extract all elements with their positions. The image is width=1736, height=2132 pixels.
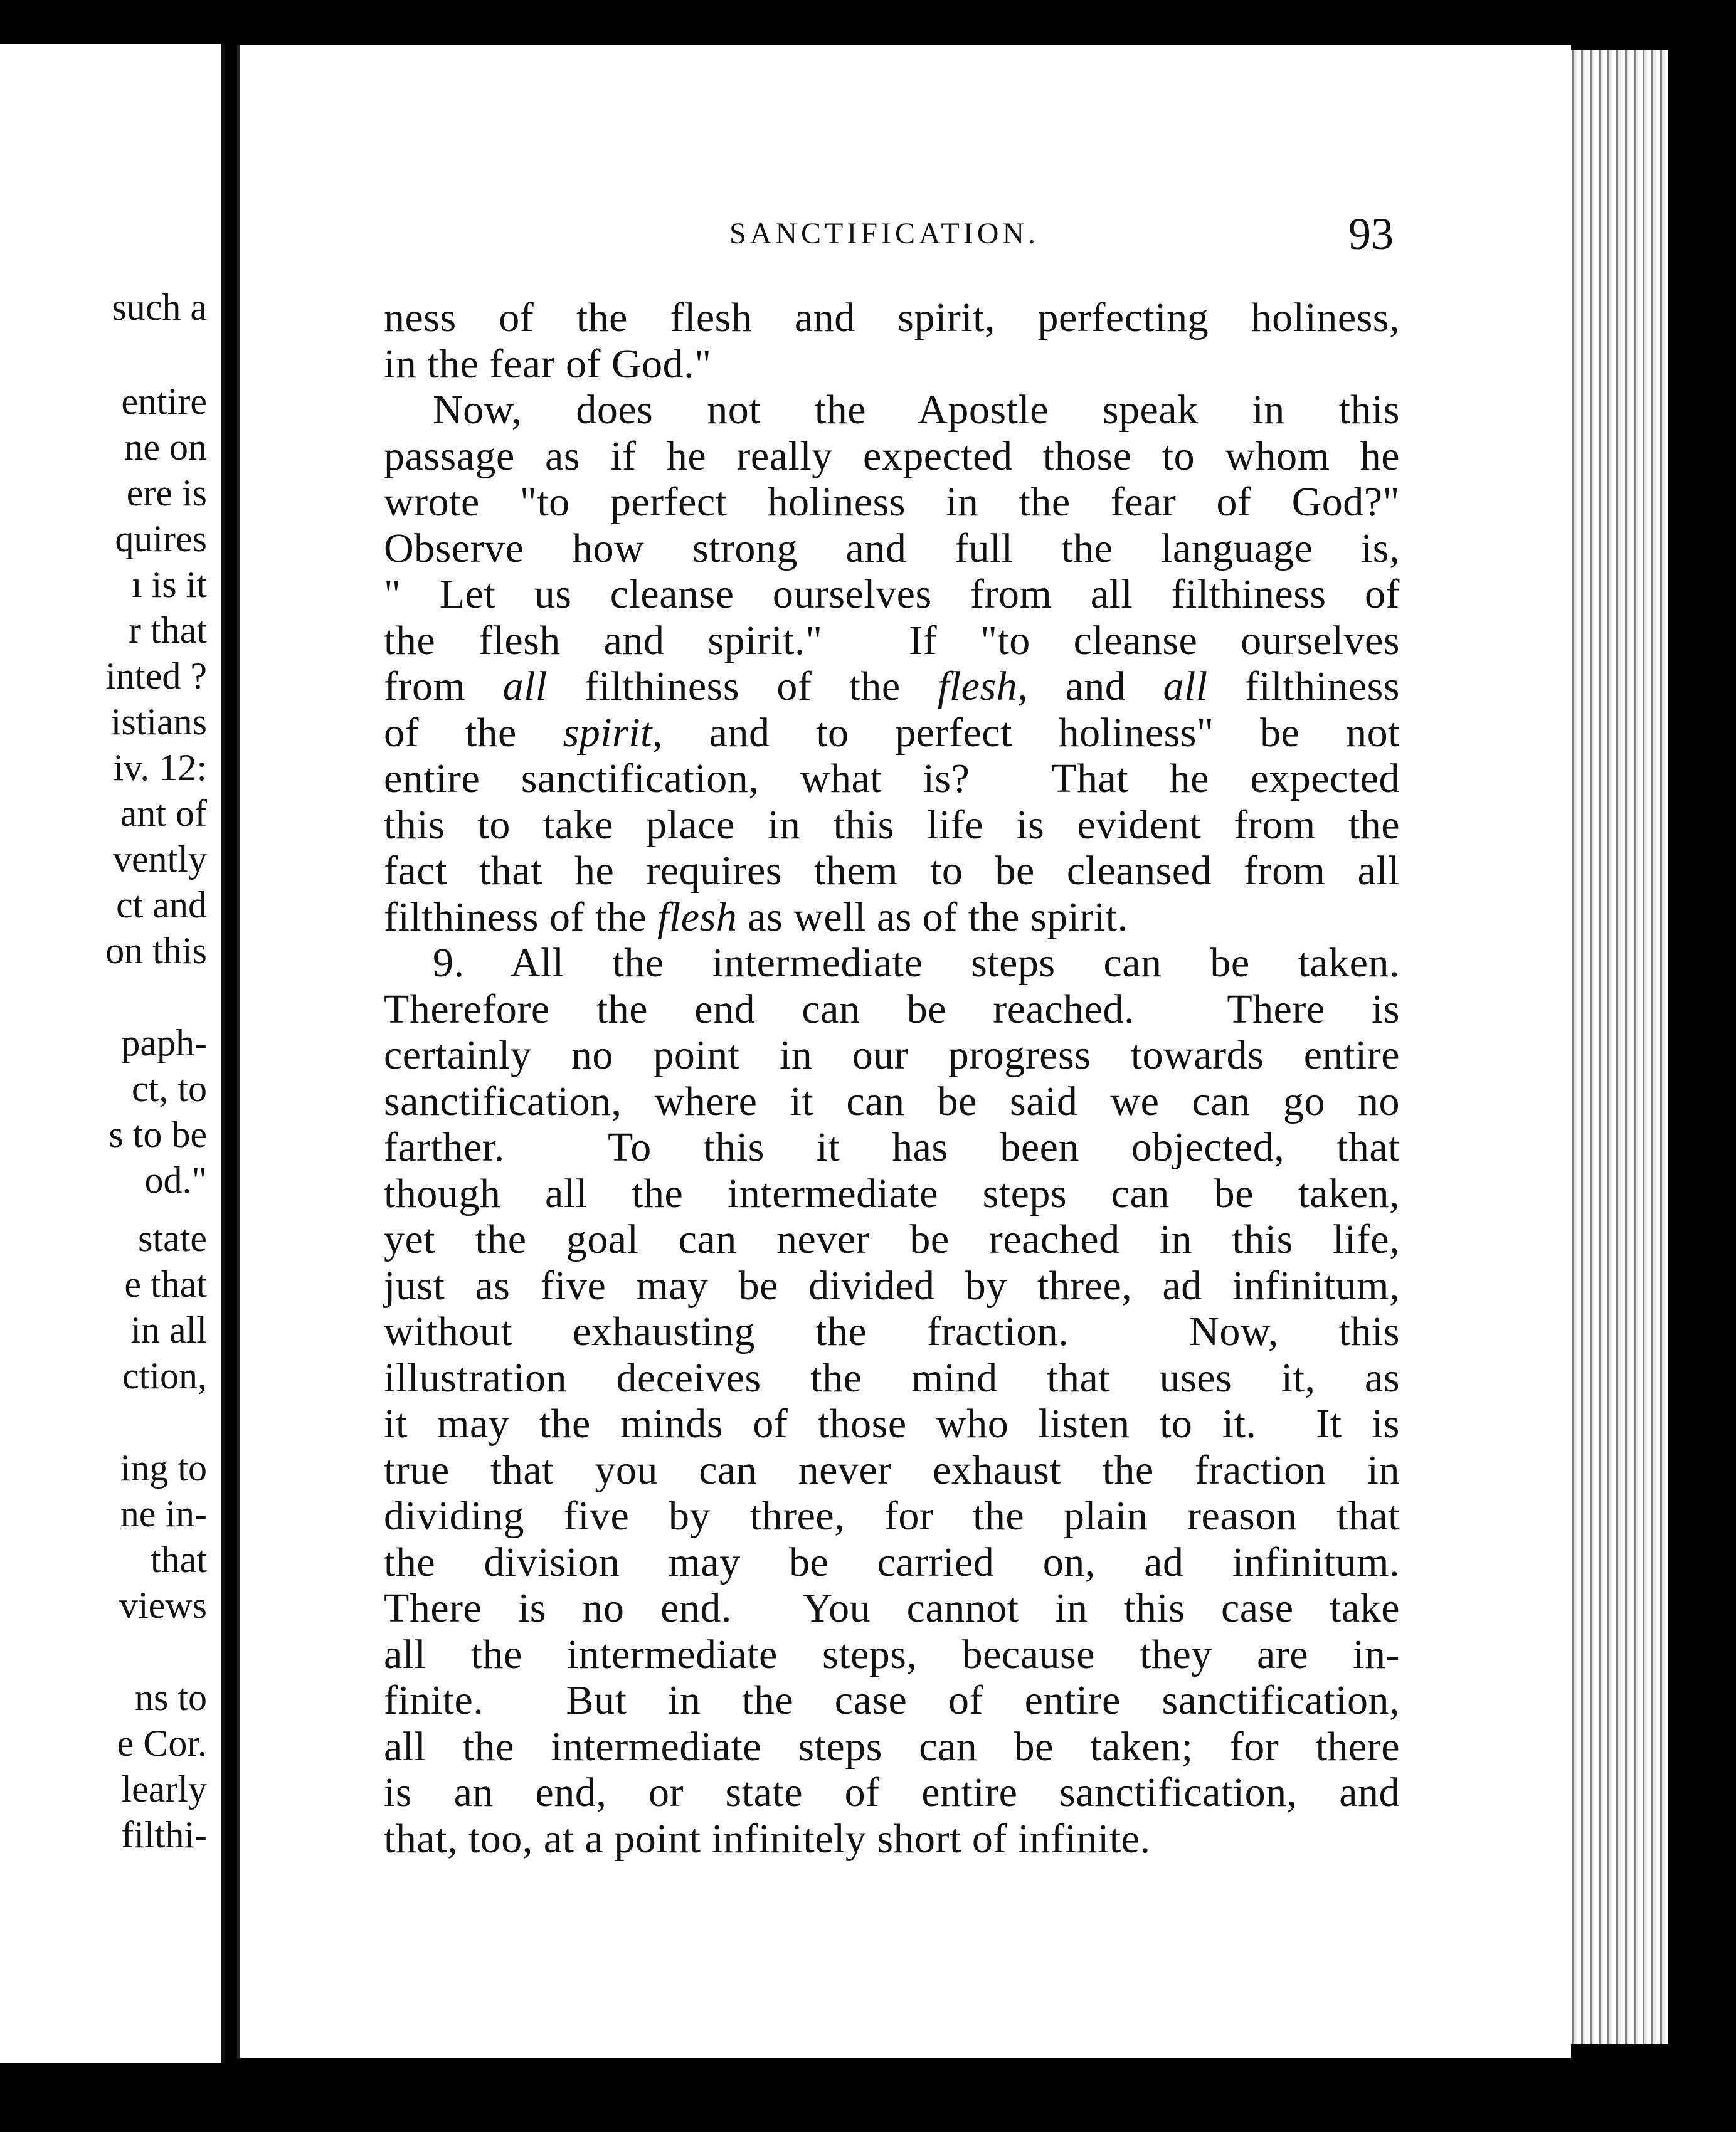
page-edge-shadow	[1668, 50, 1706, 2044]
previous-page-fragment	[0, 44, 225, 2063]
text-segment: the flesh and spirit." If "to cleanse ourselves	[384, 617, 1400, 663]
text-segment: finite. But in the case of entire sanctification,	[384, 1677, 1400, 1723]
text-line	[384, 1632, 1400, 1678]
text-segment: wrote "to perfect holiness in the fear of God?"	[384, 479, 1400, 525]
page-edges	[1568, 50, 1706, 2044]
text-segment: of the	[384, 709, 563, 756]
italic-text: all	[502, 663, 548, 709]
left-page-fragment: istians	[110, 701, 207, 742]
text-line	[384, 387, 1400, 433]
text-line	[384, 756, 1400, 802]
left-page-fragment: ing to	[120, 1447, 207, 1489]
body-text	[384, 295, 1400, 1862]
left-page-fragment: filthi-	[121, 1814, 207, 1855]
text-segment: filthiness of the	[384, 894, 658, 940]
text-segment: 9. All the intermediate steps can be taken.	[433, 940, 1400, 986]
left-page-fragment: on this	[105, 930, 207, 971]
text-line	[384, 663, 1400, 710]
left-page-fragment: ere is	[126, 472, 207, 514]
text-line	[384, 1493, 1400, 1539]
left-page-fragment: e that	[124, 1264, 207, 1305]
text-segment: from	[384, 663, 503, 709]
text-segment: it may the minds of those who listen to it. It is	[384, 1401, 1400, 1447]
running-head: SANCTIFICATION.	[729, 217, 1040, 250]
text-line	[384, 802, 1400, 848]
left-page-fragment: ct, to	[132, 1068, 207, 1109]
text-segment: true that you can never exhaust the fraction in	[384, 1447, 1400, 1493]
left-page-fragment: such a	[112, 287, 207, 328]
text-segment: that, too, at a point infinitely short of infinite.	[384, 1815, 1151, 1862]
left-page-fragment: s to be	[109, 1114, 207, 1155]
text-segment: entire sanctification, what is? That he expected	[384, 756, 1400, 801]
left-page-fragment: that	[151, 1539, 207, 1580]
text-segment: yet the goal can never be reached in this life,	[384, 1216, 1400, 1262]
text-segment: passage as if he really expected those to whom he	[384, 433, 1400, 479]
text-segment: as well as of the spirit.	[737, 894, 1128, 940]
text-line	[384, 1585, 1400, 1632]
text-line	[384, 1216, 1400, 1263]
text-line	[384, 894, 1400, 941]
text-segment: certainly no point in our progress towards entire	[384, 1032, 1400, 1078]
text-segment: this to take place in this life is evident from the	[384, 801, 1400, 848]
text-line	[384, 1816, 1400, 1862]
left-page-fragment: ne on	[124, 426, 207, 468]
left-page-fragment: in all	[130, 1309, 207, 1351]
text-line	[384, 571, 1400, 618]
left-page-fragment: ant of	[120, 793, 207, 834]
text-line	[384, 433, 1400, 480]
left-page-fragment: vently	[113, 838, 207, 880]
italic-text: spirit,	[563, 709, 663, 756]
text-line	[384, 1079, 1400, 1125]
text-segment: in the fear of God."	[384, 340, 712, 387]
left-page-fragment: inted ?	[105, 655, 207, 697]
left-page-fragment: od."	[144, 1159, 207, 1201]
text-line	[384, 1263, 1400, 1309]
left-page-fragment: entire	[121, 381, 207, 422]
left-page-fragment: ı is it	[131, 564, 207, 605]
left-page-fragment: state	[138, 1218, 207, 1259]
left-page-fragment: ns to	[134, 1677, 207, 1718]
text-segment: all the intermediate steps, because they are in-	[384, 1631, 1400, 1677]
text-segment: though all the intermediate steps can be taken,	[384, 1170, 1400, 1216]
text-segment: ness of the flesh and spirit, perfecting holiness,	[384, 295, 1400, 340]
text-line	[384, 1539, 1400, 1586]
left-page-fragment: views	[119, 1585, 207, 1626]
text-segment: There is no end. You cannot in this case take	[384, 1585, 1400, 1631]
left-page-fragment: learly	[121, 1768, 207, 1810]
left-page-fragment: e Cor.	[117, 1723, 207, 1764]
text-segment: Now, does not the Apostle speak in this	[433, 387, 1400, 433]
text-segment: and	[1028, 663, 1163, 709]
text-line	[384, 1032, 1400, 1079]
text-segment: the division may be carried on, ad infinitum.	[384, 1539, 1400, 1585]
text-segment: filthiness of the	[547, 663, 938, 709]
left-page-fragment: iv. 12:	[113, 747, 207, 788]
left-page-fragment: paph-	[121, 1022, 207, 1063]
left-page-fragment: ct and	[116, 884, 207, 926]
text-line	[384, 525, 1400, 572]
text-segment: sanctification, where it can be said we can go no	[384, 1078, 1400, 1124]
text-line	[384, 1677, 1400, 1724]
text-segment: without exhausting the fraction. Now, this	[384, 1309, 1400, 1354]
italic-text: flesh,	[938, 663, 1029, 709]
left-page-fragment: quires	[115, 518, 207, 559]
text-segment: fact that he requires them to be cleansed from all	[384, 848, 1400, 894]
text-line	[384, 1171, 1400, 1217]
text-segment: farther. To this it has been objected, that	[384, 1124, 1400, 1170]
text-segment: and to perfect holiness" be not	[662, 709, 1400, 756]
left-page-fragment: ction,	[122, 1355, 207, 1396]
text-line	[384, 1770, 1400, 1816]
left-page-fragment: r that	[129, 610, 207, 651]
text-line	[384, 1355, 1400, 1401]
text-line	[384, 341, 1400, 388]
text-segment: is an end, or state of entire sanctification, and	[384, 1770, 1400, 1815]
text-segment: just as five may be divided by three, ad infinitum,	[384, 1262, 1400, 1309]
text-line	[384, 618, 1400, 664]
text-segment: " Let us cleanse ourselves from all filthiness of	[384, 571, 1400, 617]
text-segment: illustration deceives the mind that uses it, as	[384, 1354, 1400, 1401]
page-number: 93	[1348, 209, 1394, 259]
text-line	[384, 1447, 1400, 1494]
italic-text: flesh	[657, 894, 738, 940]
text-line	[384, 1124, 1400, 1171]
text-line	[384, 710, 1400, 756]
text-line	[384, 986, 1400, 1033]
text-line	[384, 1401, 1400, 1447]
text-segment: dividing five by three, for the plain reason that	[384, 1493, 1400, 1539]
text-line	[384, 295, 1400, 341]
text-line	[384, 479, 1400, 525]
italic-text: all	[1163, 663, 1208, 709]
text-line	[384, 1724, 1400, 1770]
text-segment: Therefore the end can be reached. There is	[384, 986, 1400, 1032]
text-segment: filthiness	[1207, 663, 1400, 709]
text-line	[384, 1309, 1400, 1355]
left-page-fragment: ne in-	[120, 1493, 207, 1534]
text-line	[384, 848, 1400, 894]
text-line	[384, 940, 1400, 986]
text-segment: Observe how strong and full the language is,	[384, 525, 1400, 571]
text-segment: all the intermediate steps can be taken; for there	[384, 1723, 1400, 1770]
